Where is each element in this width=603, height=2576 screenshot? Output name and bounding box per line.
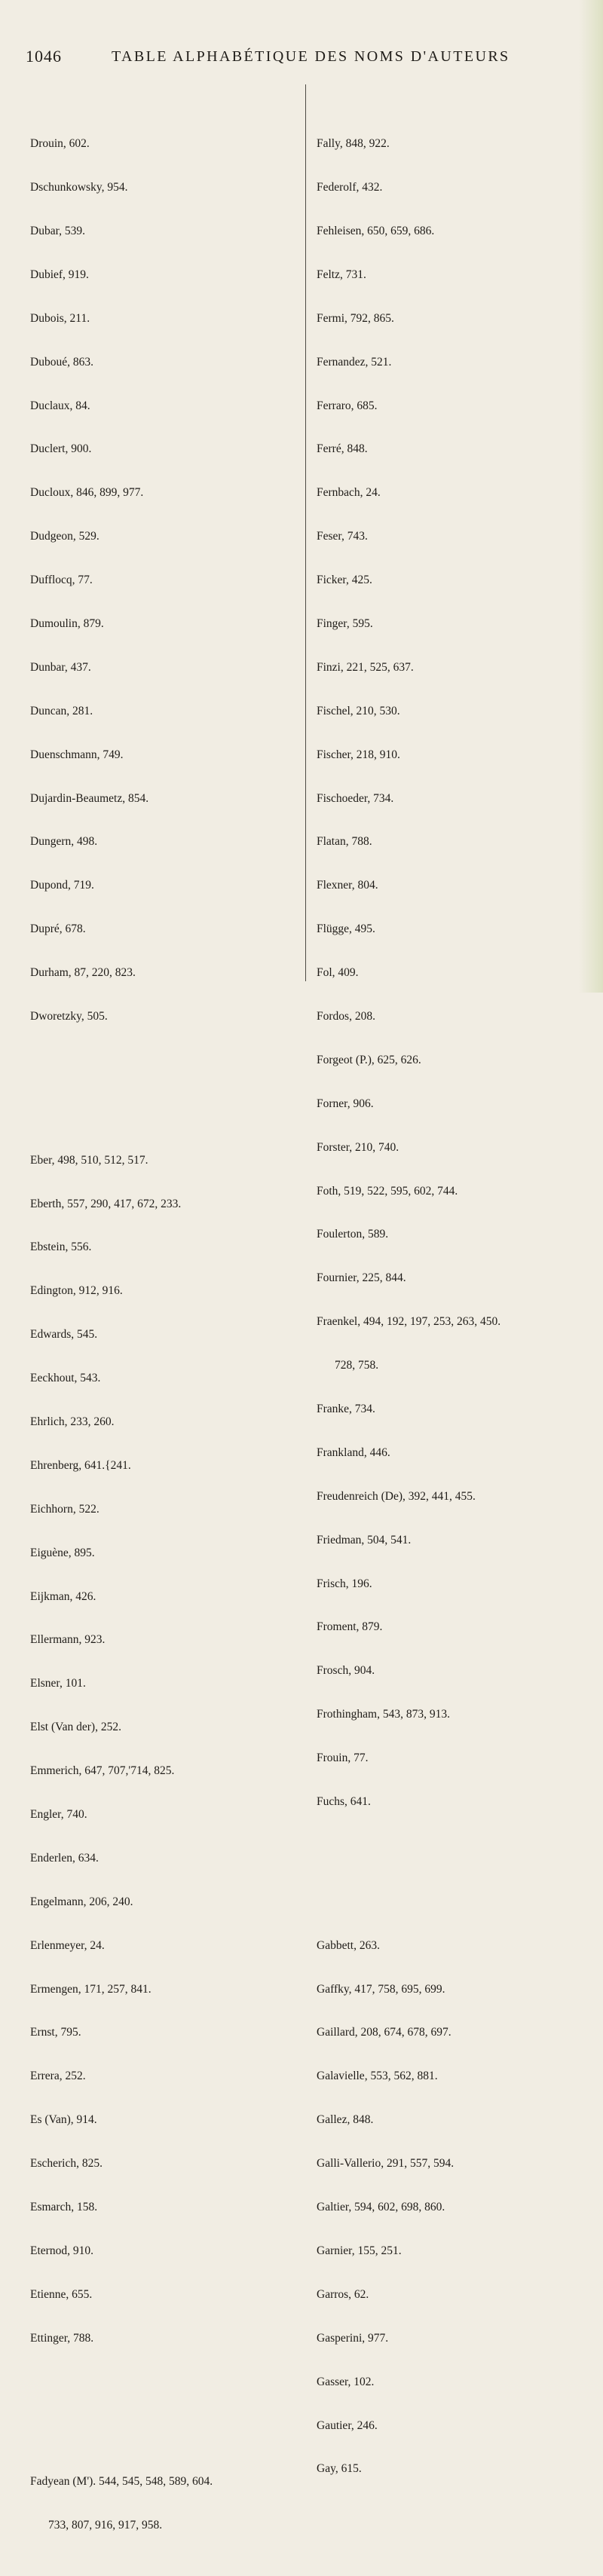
index-entry: Errera, 252.	[30, 2070, 86, 2083]
index-entry: Duncan, 281.	[30, 704, 93, 717]
index-entry: Forgeot (P.), 625, 626.	[317, 1053, 421, 1066]
index-entry: Eber, 498, 510, 512, 517.	[30, 1153, 148, 1167]
index-entry: Fermi, 792, 865.	[317, 311, 394, 325]
index-entry: Dudgeon, 529.	[30, 530, 99, 543]
index-entry: Dujardin-Beaumetz, 854.	[30, 791, 149, 805]
index-group-f-left	[30, 2446, 309, 2562]
index-entry: Edwards, 545.	[30, 1328, 98, 1342]
index-entry: Ehrlich, 233, 260.	[30, 1415, 115, 1429]
index-entry: Gallez, 848.	[317, 2113, 374, 2127]
index-entry: Fernbach, 24.	[317, 486, 381, 500]
index-entry: Foth, 519, 522, 595, 602, 744.	[317, 1184, 458, 1198]
index-entry: Eichhorn, 522.	[30, 1502, 99, 1516]
index-entry: Fehleisen, 650, 659, 686.	[317, 224, 435, 237]
letter-gap	[317, 1868, 599, 1880]
index-entry: Froment, 879.	[317, 1620, 383, 1634]
index-entry: Ficker, 425.	[317, 574, 372, 587]
index-entry: Fournier, 225, 844.	[317, 1271, 406, 1285]
index-entry: Edington, 912, 916.	[30, 1284, 123, 1298]
index-entry: Enderlen, 634.	[30, 1851, 99, 1865]
index-entry: Ermengen, 171, 257, 841.	[30, 1982, 152, 1996]
index-entry: Gautier, 246.	[317, 2418, 378, 2432]
index-entry: Fischer, 218, 910.	[317, 748, 400, 761]
index-entry: Elsner, 101.	[30, 1677, 86, 1690]
index-entry: Eiguène, 895.	[30, 1546, 95, 1559]
page-edge-shadow	[579, 0, 603, 993]
index-entry: Eternod, 910.	[30, 2244, 93, 2257]
index-entry: Garros, 62.	[317, 2287, 369, 2301]
index-entry: Ehrenberg, 641.{241.	[30, 1458, 131, 1472]
index-entry: Ferré, 848.	[317, 442, 368, 456]
index-entry-continuation: 733, 807, 916, 917, 958.	[48, 2519, 163, 2532]
index-entry: Etienne, 655.	[30, 2287, 93, 2301]
index-entry: Finzi, 221, 525, 637.	[317, 660, 414, 674]
index-entry: Flatan, 788.	[317, 835, 372, 849]
index-group-d	[30, 108, 309, 1053]
page-header	[0, 47, 603, 69]
index-entry: Fally, 848, 922.	[317, 137, 390, 151]
index-entry: Duclert, 900.	[30, 442, 92, 456]
index-entry: Freudenreich (De), 392, 441, 455.	[317, 1489, 476, 1503]
index-entry: Frisch, 196.	[317, 1577, 372, 1590]
index-entry: Gasser, 102.	[317, 2375, 375, 2388]
index-group-f	[317, 108, 599, 1838]
index-entry: Forster, 210, 740.	[317, 1140, 399, 1154]
index-entry: Eeckhout, 543.	[30, 1372, 101, 1385]
index-entry: Garnier, 155, 251.	[317, 2244, 402, 2257]
index-entry: Dungern, 498.	[30, 835, 98, 849]
index-entry: Franke, 734.	[317, 1403, 375, 1416]
index-entry: Eberth, 557, 290, 417, 672, 233.	[30, 1197, 182, 1210]
index-entry: Gaillard, 208, 674, 678, 697.	[317, 2026, 451, 2039]
index-entry: Fol, 409.	[317, 966, 359, 980]
index-entry: Fraenkel, 494, 192, 197, 253, 263, 450.	[317, 1315, 501, 1329]
index-entry: Galavielle, 553, 562, 881.	[317, 2070, 438, 2083]
index-entry: Gaffky, 417, 758, 695, 699.	[317, 1982, 445, 1996]
index-group-g	[317, 1909, 599, 2505]
index-entry: Gabbett, 263.	[317, 1938, 380, 1952]
left-column	[30, 78, 309, 2576]
index-entry: Fernandez, 521.	[317, 355, 392, 369]
index-entry: Ernst, 795.	[30, 2026, 81, 2039]
index-entry: Erlenmeyer, 24.	[30, 1938, 105, 1952]
index-entry: Feltz, 731.	[317, 268, 366, 281]
index-entry: Dupré, 678.	[30, 922, 86, 936]
index-entry: Frankland, 446.	[317, 1446, 390, 1459]
index-entry: Federolf, 432.	[317, 181, 383, 194]
index-entry: Duclaux, 84.	[30, 399, 90, 412]
index-entry: Galtier, 594, 602, 698, 860.	[317, 2201, 445, 2214]
index-entry: Gasperini, 977.	[317, 2331, 389, 2345]
index-entry: Es (Van), 914.	[30, 2113, 97, 2127]
index-entry: Ferraro, 685.	[317, 399, 378, 412]
index-entry: Durham, 87, 220, 823.	[30, 966, 136, 980]
index-entry: Ebstein, 556.	[30, 1241, 92, 1254]
index-entry: Drouin, 602.	[30, 137, 90, 151]
page-number: 1046	[26, 47, 62, 66]
index-entry: Flügge, 495.	[317, 922, 375, 936]
index-entry: Dupond, 719.	[30, 879, 94, 892]
running-title: TABLE ALPHABÉTIQUE DES NOMS D'AUTEURS	[112, 48, 510, 65]
index-entry: Feser, 743.	[317, 530, 368, 543]
index-entry: Dufflocq, 77.	[30, 574, 93, 587]
index-entry: Ellermann, 923.	[30, 1633, 106, 1647]
index-entry-continuation: 728, 758.	[335, 1359, 379, 1372]
index-entry: Dubois, 211.	[30, 311, 90, 325]
letter-gap	[30, 1081, 309, 1094]
index-entry: Galli-Vallerio, 291, 557, 594.	[317, 2157, 455, 2171]
index-entry: Dubar, 539.	[30, 224, 85, 237]
index-entry: Dunbar, 437.	[30, 660, 91, 674]
letter-gap	[30, 2403, 309, 2416]
index-entry: Dubief, 919.	[30, 268, 89, 281]
index-entry: Duenschmann, 749.	[30, 748, 124, 761]
index-entry: Flexner, 804.	[317, 879, 378, 892]
index-entry: Fischoeder, 734.	[317, 791, 394, 805]
index-entry: Engler, 740.	[30, 1808, 87, 1822]
index-entry: Eijkman, 426.	[30, 1589, 96, 1603]
index-entry: Emmerich, 647, 707,'714, 825.	[30, 1764, 175, 1778]
index-entry: Fadyean (M'). 544, 545, 548, 589, 604.	[30, 2475, 213, 2489]
index-entry: Dumoulin, 879.	[30, 616, 104, 630]
index-entry: Ducloux, 846, 899, 977.	[30, 486, 144, 500]
index-entry: Frouin, 77.	[317, 1751, 369, 1765]
index-entry: Escherich, 825.	[30, 2157, 103, 2171]
right-column	[317, 78, 599, 2520]
index-entry: Elst (Van der), 252.	[30, 1721, 121, 1734]
index-entry: Frothingham, 543, 873, 913.	[317, 1708, 450, 1721]
index-entry: Fordos, 208.	[317, 1010, 375, 1023]
index-group-e	[30, 1124, 309, 2375]
index-entry: Esmarch, 158.	[30, 2201, 98, 2214]
index-entry: Duboué, 863.	[30, 355, 93, 369]
index-entry: Finger, 595.	[317, 616, 373, 630]
index-entry: Fuchs, 641.	[317, 1795, 371, 1809]
index-entry: Gay, 615.	[317, 2462, 362, 2476]
index-entry: Ettinger, 788.	[30, 2331, 94, 2345]
index-entry: Foulerton, 589.	[317, 1228, 389, 1241]
index-entry: Engelmann, 206, 240.	[30, 1895, 133, 1908]
index-entry: Dschunkowsky, 954.	[30, 181, 128, 194]
index-entry: Fischel, 210, 530.	[317, 704, 400, 717]
index-entry: Frosch, 904.	[317, 1664, 375, 1678]
index-entry: Forner, 906.	[317, 1097, 374, 1110]
index-entry: Dworetzky, 505.	[30, 1010, 108, 1023]
index-entry: Friedman, 504, 541.	[317, 1533, 412, 1547]
